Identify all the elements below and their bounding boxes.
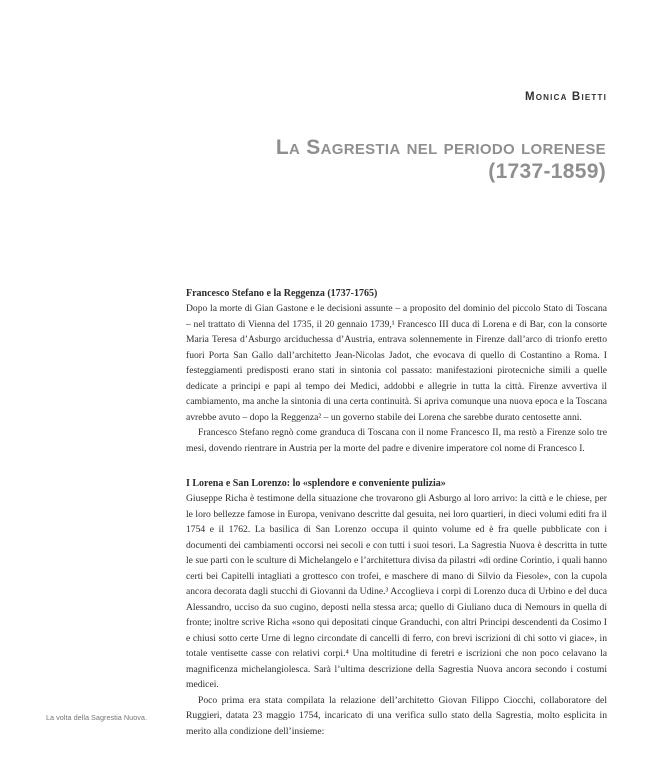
image-caption: La volta della Sagrestia Nuova.: [46, 713, 148, 722]
paragraph: Dopo la morte di Gian Gastone e le decisioni assunte – a proposito del dominio del piccolo Stato di Toscana – nel trattato di Vienna del 1735, il 20 gennaio 1739,¹ Francesco III duca di Lorena e di Bar, con la consorte Maria Teresa d’Asburgo arciduchessa d’Austria, entrava solennemente in Firenze dall’arco di trionfo eretto fuori Porta San Gallo dall’architetto Jean-Nicolas Jadot, che evocava di quello di Costantino a Roma. I festeggiamenti predisposti erano stati in sintonia col passato: manifestazioni pirotecniche simili a quelle dedicate a principi e papi al tempo dei Medici, addobbi e allegrie in tutta la città. Firenze avvertiva il cambiamento, ma anche la sintonia di una certa continuità. Si apriva comunque una nuova epoca e la Toscana avrebbe avuto – dopo la Reggenza² – un governo stabile dei Lorena che sarebbe durato centosette anni.: [186, 303, 607, 423]
chapter-title-line-2: (1737-1859): [488, 160, 606, 183]
paragraph: Giuseppe Richa è testimone della situazione che trovarono gli Asburgo al loro arrivo: la città e le chiese, per le loro bellezze famose in Europa, venivano descritte dal gesuita, nei loro quartieri, in dieci volumi editi fra il 1754 e il 1762. La basilica di San Lorenzo occupa il quinto volume ed è fra quelle pubblicate con i documenti dei cambiamenti occorsi nei secoli e con tutti i suoi tesori. La Sagrestia Nuova è descritta in tutte le sue parti con le sculture di Michelangelo e l’architettura divisa da pilastri «di ordine Corintio, i quali hanno certi bei Capitelli intagliati a grottesco con trofei, e maschere di mano di Silvio da Fiesole», con la cupola ancora decorata dagli stucchi di Giovanni da Udine.³ Accoglieva i corpi di Lorenzo duca di Urbino e del duca Alessandro, ucciso da suo cugino, deposti nella stessa arca; quello di Giuliano duca di Nemours in quella di fronte; inoltre scrive Richa «sono qui depositati cinque Granduchi, con altri Principi descendenti da Cosimo I e chiusi sotto certe Urne di legno circondate di cancelli di ferro, con brevi iscrizioni di chi sotto vi giace», in totale ventisette casse con relativi corpi.⁴ Una moltitudine di feretri e iscrizioni che non poco celavano la magnificenza michelangiolesca. Sarà l’ultima descrizione della Sagrestia Nuova ancora secondo i costumi medicei.: [186, 493, 607, 690]
section-reggenza: [186, 286, 607, 456]
paragraph: Francesco Stefano regnò come granduca di Toscana con il nome Francesco II, ma restò a Firenze solo tre mesi, dovendo rientrare in Austria per la morte del padre e divenire imperatore col nome di Francesco I.: [186, 427, 607, 454]
section-lorena-san-lorenzo: [186, 476, 607, 739]
paragraph: Poco prima era stata compilata la relazione dell’architetto Giovan Filippo Ciocchi, collaboratore del Ruggieri, datata 23 maggio 1754, incaricato di una verifica sullo stato della Sagrestia, molto esplicita in merito alla condizione dell’insieme:: [186, 694, 607, 737]
section-heading: I Lorena e San Lorenzo: lo «splendore e conveniente pulizia»: [186, 478, 446, 489]
author-name: Monica Bietti: [524, 91, 607, 103]
chapter-title: [276, 136, 606, 184]
body-text: [186, 286, 607, 739]
chapter-title-line-1: La Sagrestia nel periodo lorenese: [275, 136, 606, 159]
section-heading: Francesco Stefano e la Reggenza (1737-1765): [186, 288, 378, 299]
